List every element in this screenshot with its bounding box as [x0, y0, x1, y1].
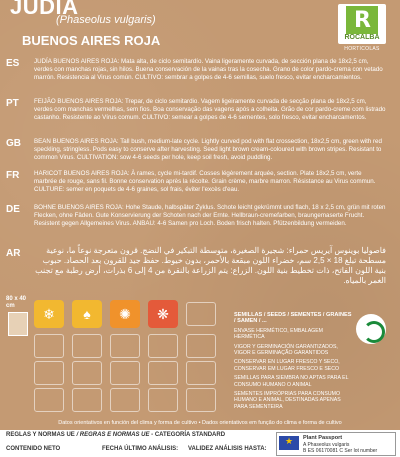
logo-text: ROCALBA	[344, 34, 380, 41]
product-title: JUDIA	[10, 0, 79, 19]
calendar-cell	[186, 361, 216, 385]
calendar-cell	[110, 361, 140, 385]
calendar-cell	[72, 388, 102, 412]
description-es: JUDÍA BUENOS AIRES ROJA: Mata alta, de ciclo semitardío. Vaina ligeramente curvada, de sección plana de 18x2,5 cm, verdes con manchas rojas, sin hilos. Buena conservación de la vainas tras la cosecha. Grano de color pardo-crema con vetado marrón. Resistencia al Virus común. CULTIVO: sembrar a golpes de 4-6 semillas, suelo fresco, evitar encharcamientos.	[34, 58, 383, 81]
lang-code-pt: PT	[6, 98, 19, 109]
description-ar: فاصوليا بوينوس آيريس حمراء: شجيرة الصغيرة، متوسطة التبكير في النضج. قرون متعرجة نوعاً ما، نوعية مسطحة تبلغ 18 × 2,5 سم، خضراء اللون مبقعة بالأحمر، بدون خيوط. حفظ جيد للقرون بعد الحصاد. حبوب بنية اللون الفاتح، ذات تخطيط بنية اللون. الزراع: يتم الزراعة بالنقرة من 4 إلى 6 بذرات، أرض رطبة مع تجنب الغمر بالمياه.	[35, 246, 386, 285]
description-fr: HARICOT BUENOS AIRES ROJA: À rames, cycle mi-tardif. Cosses légèrement arquée, section. Plate 18x2,5 cm, verte marbrée de rouge, sans fil. Bonne conservation après la récolte. Grain crème, marbre marron. Résistance au Virus commun. CULTURE: semer en poquets de 4-6 graines, sol frais, éviter l'excès d'eau.	[34, 170, 376, 193]
calendar-cell	[186, 302, 216, 326]
calendar-cell	[34, 334, 64, 358]
seed-info	[234, 312, 354, 410]
snowflake-icon: ❄	[34, 300, 64, 328]
logo-mark-icon: R	[354, 8, 371, 33]
description-pt: FEIJÃO BUENOS AIRES ROJA: Trepar, de ciclo semitardio. Vagem ligeiramente curvada de secção plana de 18x2,5 cm, verdes com manchas vermelhas, sem fios. Boa conservação das vagens após a colheita. Grão de cor pardo-creme com listrado castanho. Resistente ao Vírus comum. CULTIVO: semear a golpes de 4-6 sementes, solo fresco, evitar encharcamentos.	[34, 98, 386, 121]
seed-info-header: SEMILLAS / SEEDS / SEMENTES / GRAINES / SAMEN / ...	[234, 312, 352, 325]
lang-code-gb: GB	[6, 138, 21, 149]
calendar-cell	[34, 388, 64, 412]
harvest-icon: ❋	[148, 300, 178, 328]
seed-info-item: VIGOR Y GERMINACIÓN GARANTIZADOS, VIGOR E GERMINAÇÃO GARANTIDOS	[234, 343, 338, 357]
variety-name: BUENOS AIRES ROJA	[22, 33, 161, 48]
calendar-cell	[72, 361, 102, 385]
lang-code-fr: FR	[6, 170, 20, 181]
lang-code-es: ES	[6, 58, 20, 69]
description-gb: BEAN BUENOS AIRES ROJA: Tall bush, medium-late cycle. Lightly curved pod with flat crossection, 18x2,5 cm, green with red speckling, stringless. Pods easy to conserve after harvesting. Seed light brown cream-coloured with brown stripes. Resistant to common Virus. CULTIVATION: sow 4-6 seeds per hole, keep soil fresh, avoid puddling.	[34, 138, 382, 161]
spacing-unit: cm	[6, 303, 15, 309]
spacing-value: 80 x 40	[6, 296, 27, 302]
calendar-cell	[186, 388, 216, 412]
packet-size-icon	[8, 312, 28, 336]
lang-code-de: DE	[6, 204, 20, 215]
calendar-cell	[148, 361, 178, 385]
green-dot-recycle-icon	[356, 314, 386, 344]
lang-code-ar: AR	[6, 248, 21, 259]
eu-flag-icon	[279, 436, 299, 450]
seed-info-item: ENVASE HERMÉTICO, EMBALAGEM HERMÉTICA	[234, 327, 323, 341]
calendar-cell	[186, 334, 216, 358]
sun-icon: ✺	[110, 300, 140, 328]
plant-passport	[276, 432, 396, 456]
seed-info-item: SEMENTES IMPRÓPRIAS PARA CONSUMO HUMANO E ANIMAL, DESTINADAS APENAS PARA SEMENTEIRA	[234, 391, 341, 410]
latin-name: (Phaseolus vulgaris)	[56, 14, 156, 26]
calendar-cell	[110, 334, 140, 358]
plant-passport-title: Plant Passport	[303, 435, 343, 441]
logo-subtitle: HORTICOLAS	[344, 46, 380, 52]
sowing-calendar	[34, 300, 215, 410]
calendar-cell	[148, 334, 178, 358]
plant-passport-line1: A Phaseolus vulgaris	[303, 442, 350, 448]
analysis-valid: VALIDEZ ANÁLISIS HASTA:	[188, 446, 267, 452]
plant-spacing	[6, 296, 26, 310]
calendar-cell	[34, 361, 64, 385]
eu-rules: REGLAS Y NORMAS UE / REGRAS E NORMAS UE - CATEGORÍA STANDARD	[6, 432, 226, 438]
calendar-cell	[72, 334, 102, 358]
description-de: BOHNE BUENOS AIRES ROJA: Hohe Staude, halbspäter Zyklus. Schote leicht gekrümmt und flach, 18 x 2,5 cm, grün mit roten Flecken, ohne Fäden. Gute Konservierung der Schoten nach der Ernte. Hellbraun-cremefarben, braungemaserte Frucht. Resistent gegen Allgemeines Virus. ANBAU: 4-6 Samen pro Loch. Boden frisch halten. Pfützenbildung vermeiden.	[34, 204, 386, 227]
seed-info-item: SEMILLAS PARA SIEMBRA NO APTAS PARA EL CONSUMO HUMANO O ANIMAL	[234, 375, 349, 388]
footer	[0, 430, 400, 457]
calendar-cell	[110, 388, 140, 412]
header	[0, 0, 400, 56]
seedling-icon: ♠	[72, 300, 102, 328]
rocalba-logo	[338, 4, 386, 44]
disclaimer-note: Datos orientativos en función del clima y forma de cultivo • Dados orientativos em função do clima e forma de cultivo	[58, 420, 342, 426]
net-content: CONTENIDO NETO	[6, 446, 61, 452]
calendar-cell	[148, 388, 178, 412]
analysis-date: FECHA ÚLTIMO ANÁLISIS:	[102, 446, 179, 452]
plant-passport-line2: B ES 06170081 C Ser lot number	[303, 448, 378, 454]
seed-info-item: CONSERVAR EN LUGAR FRESCO Y SECO, CONSERVAR EM LUGAR FRESCO E SECO	[234, 359, 340, 372]
